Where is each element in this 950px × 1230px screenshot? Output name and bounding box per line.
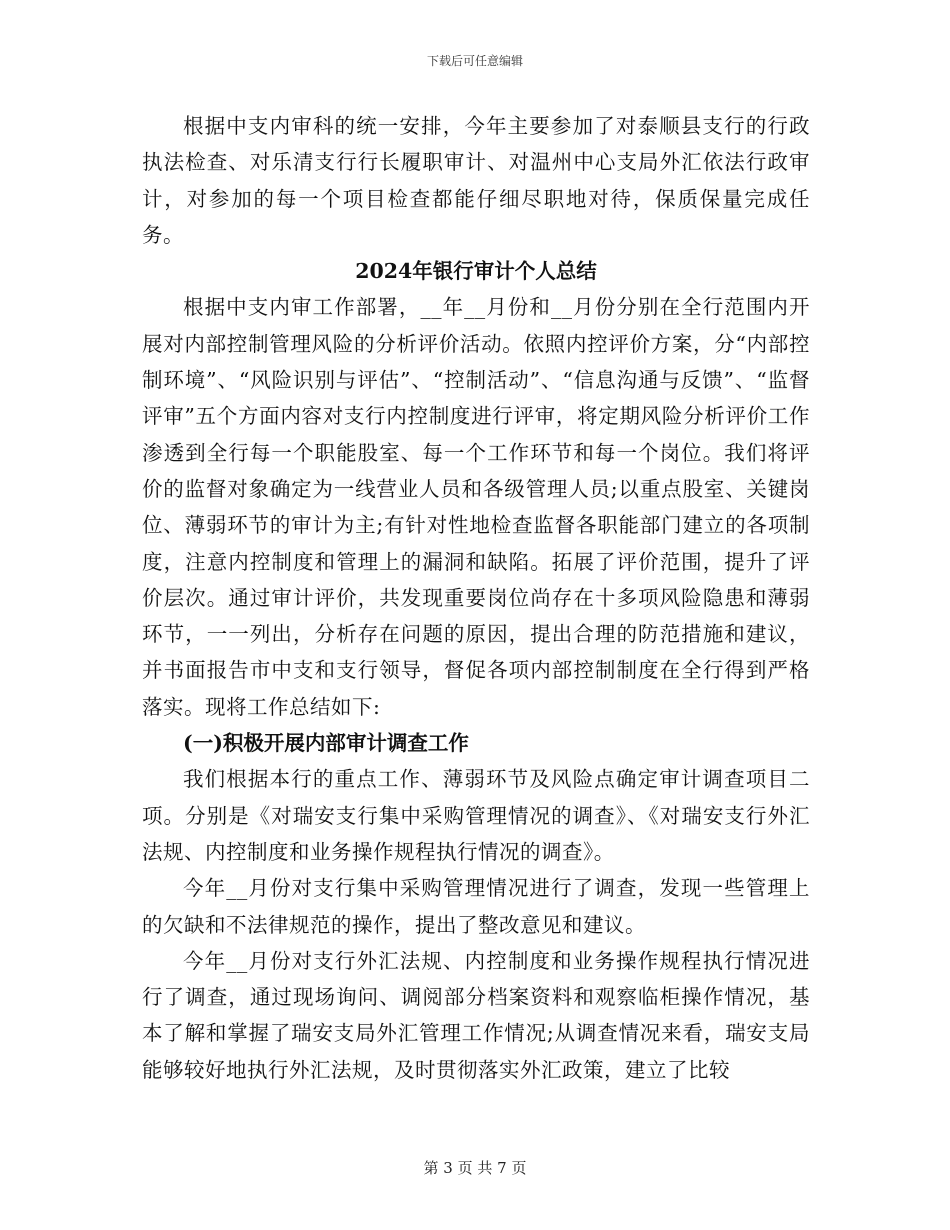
page-header-note: 下载后可任意编辑	[426, 54, 523, 68]
document-body	[142, 108, 810, 1088]
section-heading-1: (一)积极开展内部审计调查工作	[183, 731, 469, 756]
body-paragraph-3: 今年__月份对支行集中采购管理情况进行了调查，发现一些管理上的欠缺和不法律规范的操作，提出了整改意见和建议。	[142, 876, 810, 937]
body-paragraph-4: 今年__月份对支行外汇法规、内控制度和业务操作规程执行情况进行了调查，通过现场询问、调阅部分档案资料和观察临柜操作情况，基本了解和掌握了瑞安支局外汇管理工作情况;从调查情况来看，瑞安支局能够较好地执行外汇法规，及时贯彻落实外汇政策，建立了比较	[142, 948, 810, 1082]
body-paragraph-2: 我们根据本行的重点工作、薄弱环节及风险点确定审计调查项目二项。分别是《对瑞安支行集中采购管理情况的调查》、《对瑞安支行外汇法规、内控制度和业务操作规程执行情况的调查》。	[142, 767, 810, 864]
body-paragraph-1: 根据中支内审工作部署，__年__月份和__月份分别在全行范围内开展对内部控制管理风险的分析评价活动。依照内控评价方案，分“内部控制环境”、“风险识别与评估”、“控制活动”、“信息沟通与反馈”、“监督评审”五个方面内容对支行内控制度进行评审，将定期风险分析评价工作渗透到全行每一个职能股室、每一个工作环节和每一个岗位。我们将评价的监督对象确定为一线营业人员和各级管理人员;以重点股室、关键岗位、薄弱环节的审计为主;有针对性地检查监督各职能部门建立的各项制度，注意内控制度和管理上的漏洞和缺陷。拓展了评价范围，提升了评价层次。通过审计评价，共发现重要岗位尚存在十多项风险隐患和薄弱环节，一一列出，分析存在问题的原因，提出合理的防范措施和建议，并书面报告市中支和支行领导，督促各项内部控制制度在全行得到严格落实。现将工作总结如下:	[142, 295, 810, 719]
intro-paragraph: 根据中支内审科的统一安排，今年主要参加了对泰顺县支行的行政执法检查、对乐清支行行长履职审计、对温州中心支局外汇依法行政审计，对参加的每一个项目检查都能仔细尽职地对待，保质保量完成任务。	[142, 114, 810, 247]
page-number: 第 3 页 共 7 页	[423, 1159, 527, 1177]
document-title: 2024年银行审计个人总结	[355, 259, 597, 284]
